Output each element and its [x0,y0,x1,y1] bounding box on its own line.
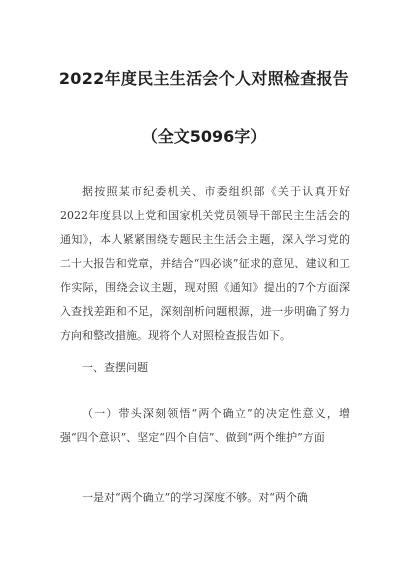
document-subtitle: （全文5096字） [141,127,267,146]
section-heading: 一、查摆问题 [82,361,148,374]
sub-heading: （一）带头深刻领悟“两个确立”的决定性意义，增强“四个意识”、坚定“四个自信”、做到“两个维护”方面 [60,407,350,444]
intro-paragraph: 据按照某市纪委机关、市委组织部《关于认真开好2022年度县以上党和国家机关党员领导干部民主生活会的通知》，本人紧紧围绕专题民主生活会主题，深入学习党的二十大报告和党章，并结合“四必谈”征求的意见、建议和工作实际，围绕会议主题，现对照《通知》提出的7个方面深入查找差距和不足，深刻剖析问题根源，进一步明确了努力方向和整改措施。现将个人对照检查报告如下。 [60,185,350,342]
document-title: 2022年度民主生活会个人对照检查报告 [58,69,350,88]
body-paragraph: 一是对“两个确立”的学习深度不够。对“两个确 [82,491,308,504]
